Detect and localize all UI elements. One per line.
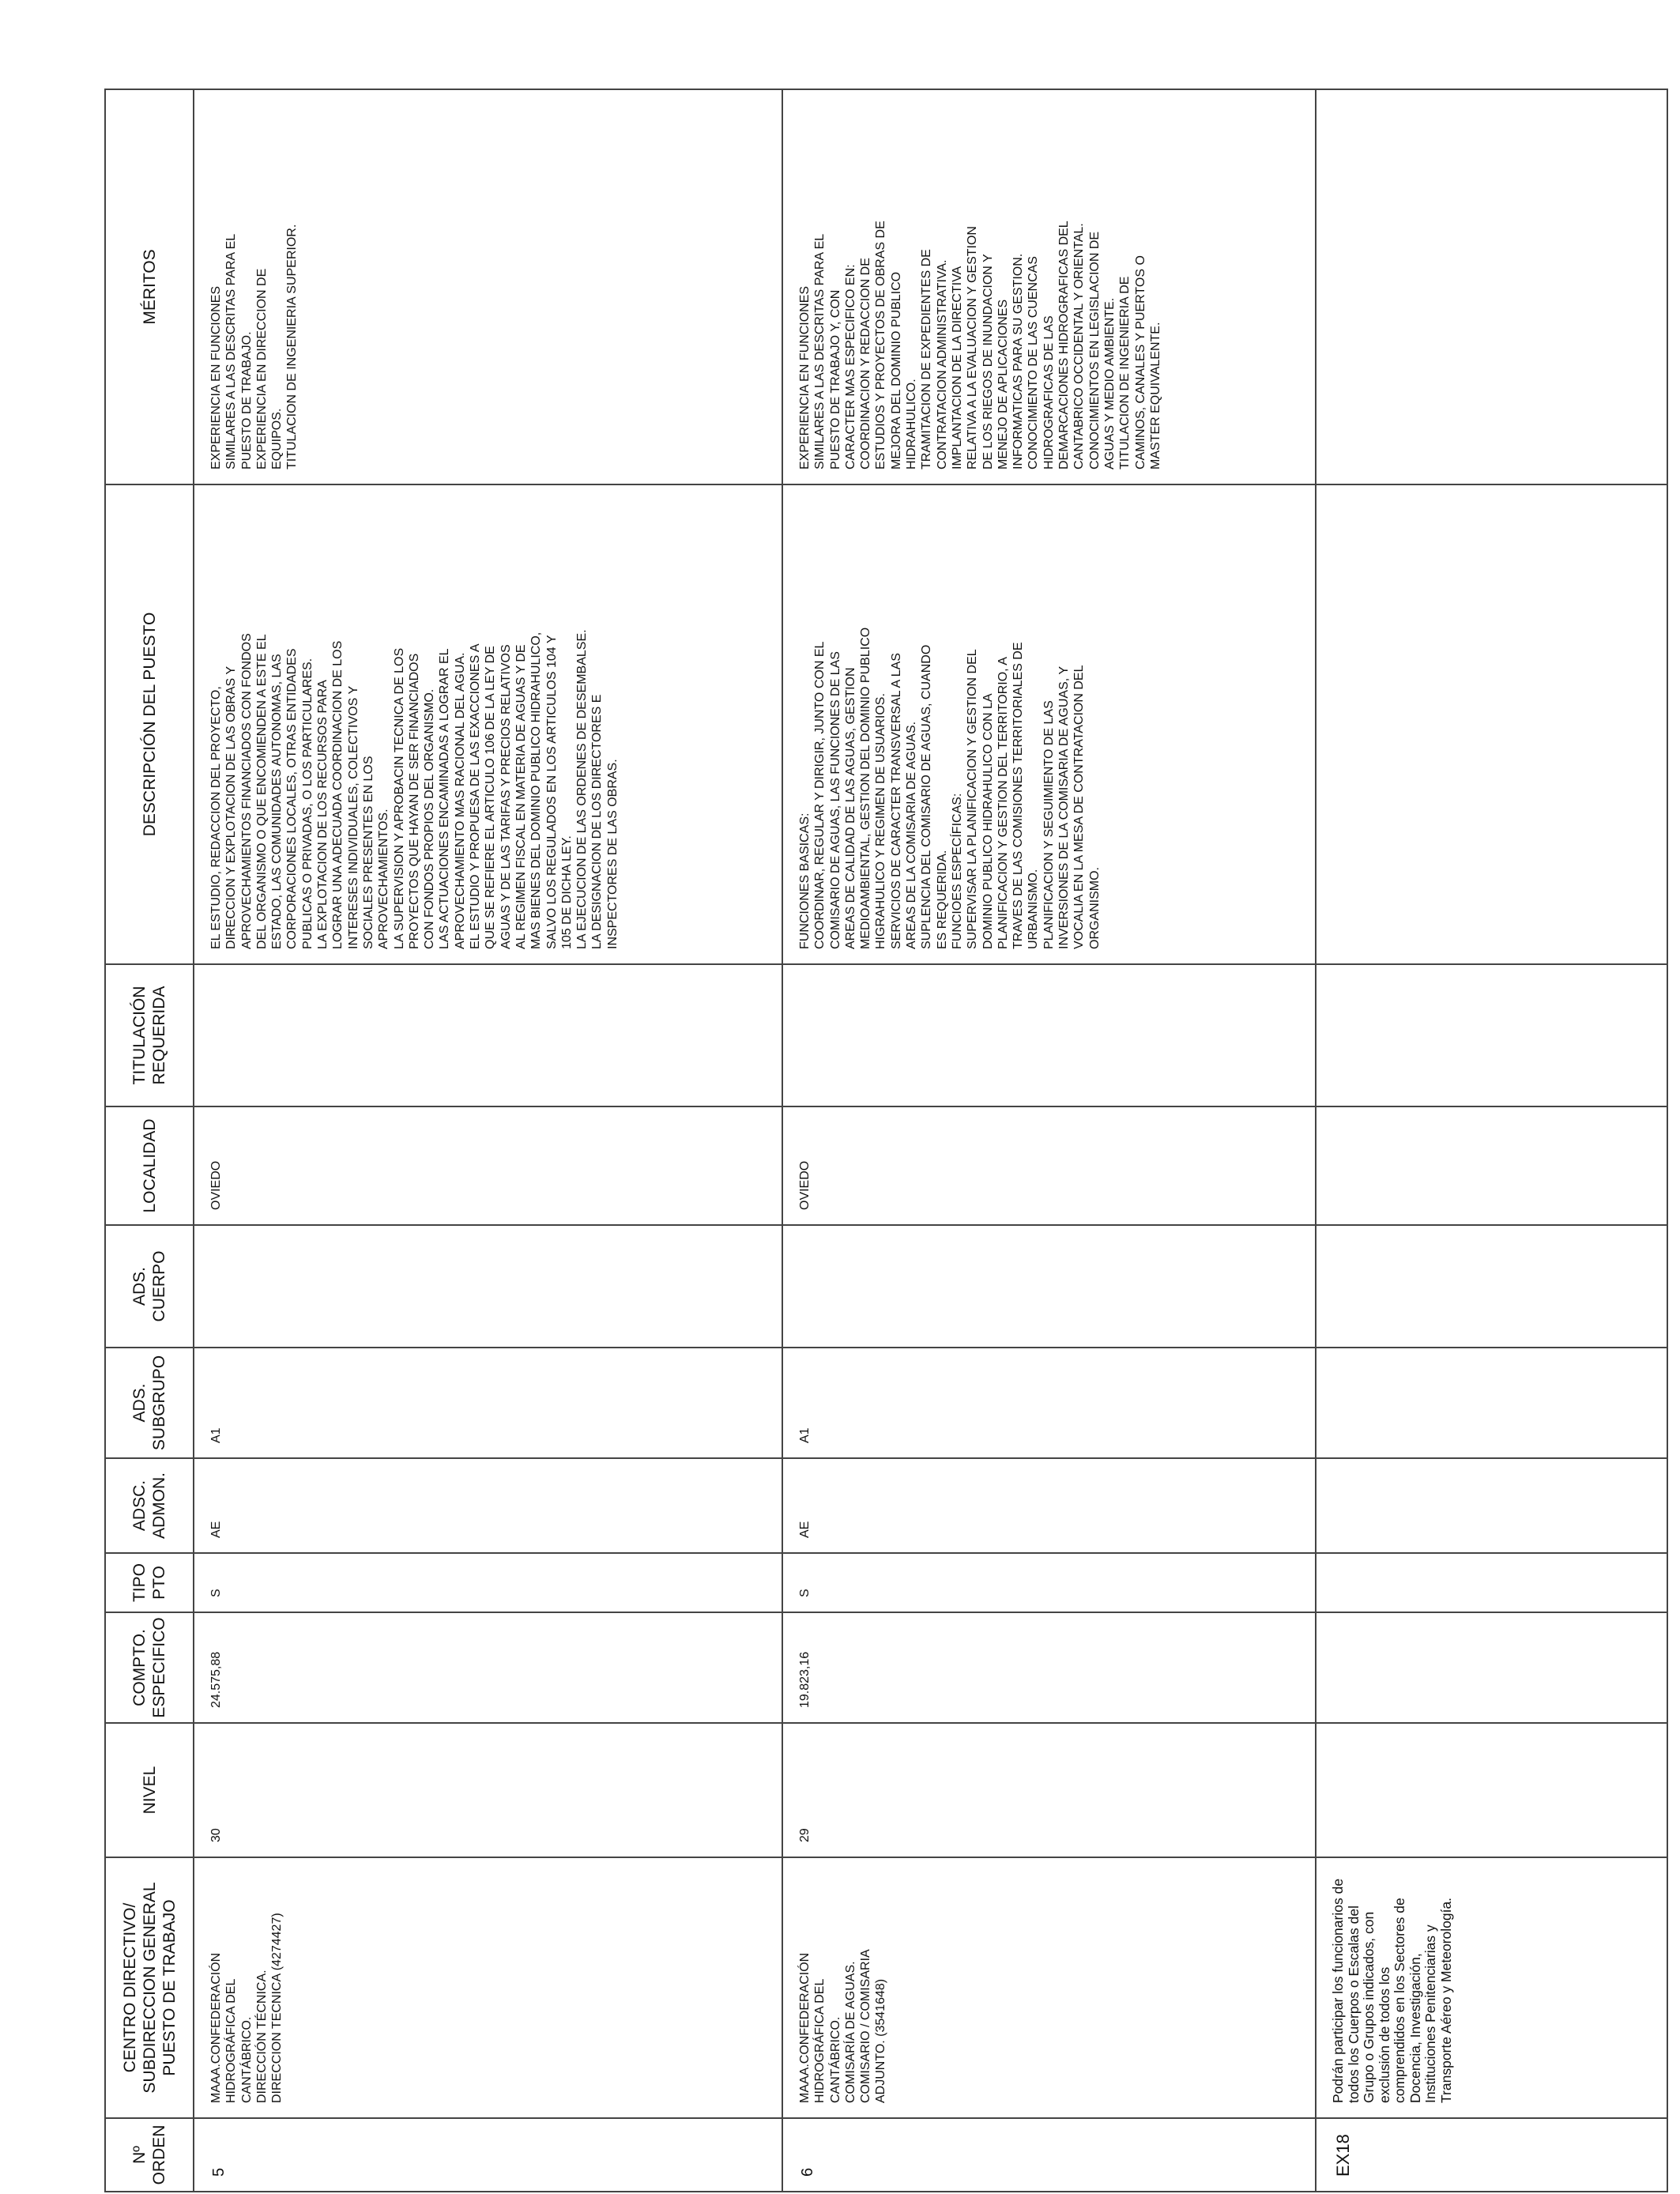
header-nivel: NIVEL [105,1723,194,1857]
cell-meritos: EXPERIENCIA EN FUNCIONES SIMILARES A LAS DESCRITAS PARA EL PUESTO DE TRABAJO. EXPERIENCIA EN DIRECCION DE EQUIPOS. TITULACION DE INGENIERIA SUPERIOR. [194,89,782,484]
cell-orden: 5 [194,2118,782,2192]
empty-cell [1316,1612,1667,1723]
cell-admon: AE [194,1458,782,1553]
header-localidad: LOCALIDAD [105,1106,194,1225]
rotated-table-container [104,90,1665,2192]
header-meritos: MÉRITOS [105,89,194,484]
header-orden: Nº ORDEN [105,2118,194,2192]
cell-meritos: EXPERIENCIA EN FUNCIONES SIMILARES A LAS DESCRITAS PARA EL PUESTO DE TRABAJO Y, CON CARACTER MAS ESPECIFICO EN: COORDINACION Y REDACCION DE ESTUDIOS Y PROYECTOS DE OBRAS DE MEJORA DEL DOMINIO PUBLICO HIDRAHULICO. TRAMITACION DE EXPEDIENTES DE CONTRATACION ADMINISTRATIVA. IMPLANTACION DE LA DIRECTIVA RELATIVA A LA EVALUACION Y GESTION DE LOS RIEGOS DE INUNDACION Y MENEJO DE APLICACIONES INFORMATICAS PARA SU GESTION. CONOCIMIENTO DE LAS CUENCAS HIDROGRAFICAS DE LAS DEMARCACIONES HIDROGRAFICAS DEL CANTABRICO OCCIDENTAL Y ORIENTAL. CONOCIMIENTOS EN LEGISLACION DE AGUAS Y MEDIO AMBIENTE. TITULACION DE INGENIERIA DE CAMINOS, CANALES Y PUERTOS O MASTER EQUIVALENTE. [782,89,1316,484]
empty-cell [1316,964,1667,1106]
cell-nivel: 30 [194,1723,782,1857]
table-row [782,89,1316,2192]
empty-cell [1316,1723,1667,1857]
empty-cell [1316,89,1667,484]
cell-centro: MAAA.CONFEDERACIÓN HIDROGRÁFICA DEL CANTÁBRICO. DIRECCIÓN TÉCNICA. DIRECCION TECNICA (4274427) [194,1857,782,2118]
empty-cell [1316,484,1667,964]
cell-subgrupo: A1 [782,1348,1316,1458]
header-titulacion: TITULACIÓN REQUERIDA [105,964,194,1106]
cell-cuerpo [782,1225,1316,1348]
header-admon: ADSC. ADMON. [105,1458,194,1553]
cell-cuerpo [194,1225,782,1348]
cell-especifico: 19.823,16 [782,1612,1316,1723]
header-row [105,89,194,2192]
header-centro: CENTRO DIRECTIVO/ SUBDIRECCION GENERAL PUESTO DE TRABAJO [105,1857,194,2118]
cell-localidad: OVIEDO [194,1106,782,1225]
header-tipo: TIPO PTO [105,1553,194,1612]
cell-centro: MAAA.CONFEDERACIÓN HIDROGRÁFICA DEL CANTÁBRICO. COMISARÍA DE AGUAS. COMISARIO / COMISARIA ADJUNTO. (3541648) [782,1857,1316,2118]
header-especifico: COMPTO. ESPECIFICO [105,1612,194,1723]
cell-admon: AE [782,1458,1316,1553]
cell-localidad: OVIEDO [782,1106,1316,1225]
empty-cell [1316,1458,1667,1553]
table-row [194,89,782,2192]
exclusion-row [1316,89,1667,2192]
empty-cell [1316,1348,1667,1458]
cell-exclusion-code: EX18 [1316,2118,1667,2192]
cell-tipo: S [782,1553,1316,1612]
header-cuerpo: ADS. CUERPO [105,1225,194,1348]
cell-titulacion [782,964,1316,1106]
cell-descripcion: FUNCIONES BASICAS: COORDINAR, REGULAR Y DIRIGIR, JUNTO CON EL COMISARIO DE AGUAS, LAS FUNCIONES DE LAS AREAS DE CALIDAD DE LAS AGUAS, GESTION MEDIOAMBIENTAL, GESTION DEL DOMINIO PUBLICO HIGRAHULICO Y REGIMEN DE USUARIOS. SERVICIOS DE CARACTER TRANSVERSAL A LAS AREAS DE LA COMISARIA DE AGUAS. SUPLENCIA DEL COMISARIO DE AGUAS, CUANDO ES REQUERIDA. FUNCIOES ESPECÍFICAS: SUPERVISAR LA PLANIFICACION Y GESTION DEL DOMINIO PUBLICO HIDRAHULICO CON LA PLANIFICACION Y GESTION DEL TERRITORIO, A TRAVES DE LAS COMISIONES TERRITORIALES DE URBANISMO. PLANIFICACION Y SEGUIMIENTO DE LAS INVERSIONES DE LA COMISARIA DE AGUAS, Y VOCALIA EN LA MESA DE CONTRATACION DEL ORGANISMO. [782,484,1316,964]
header-descripcion: DESCRIPCIÓN DEL PUESTO [105,484,194,964]
empty-cell [1316,1106,1667,1225]
cell-subgrupo: A1 [194,1348,782,1458]
cell-descripcion: EL ESTUDIO, REDACCION DEL PROYECTO, DIRECCION Y EXPLOTACION DE LAS OBRAS Y APROVECHAMIENTOS FINANCIADOS CON FONDOS DEL ORGANISMO O QUE ENCOMIENDEN A ESTE EL ESTADO, LAS COMUNIDADES AUTONOMAS, LAS CORPORACIONES LOCALES, OTRAS ENTIDADES PUBLICAS O PRIVADAS, O LOS PARTICULARES. LA EXPLOTACION DE LOS RECURSOS PARA LOGRAR UNA ADECUADA COORDINACION DE LOS INTERESES INDIVIDUALES, COLECTIVOS Y SOCIALES PRESENTES EN LOS APROVECHAMIENTOS. LA SUPERVISION Y APROBACIN TECNICA DE LOS PROYECTOS QUE HAYAN DE SER FINANCIADOS CON FONDOS PROPIOS DEL ORGANISMO. LAS ACTUACIONES ENCAMINADAS A LOGRAR EL APROVECHAMIENTO MAS RACIONAL DEL AGUA. EL ESTUDIO Y PROPUESA DE LAS EXACCIONES A QUE SE REFIERE EL ARTICULO 106 DE LA LEY DE AGUAS Y DE LAS TARIFAS Y PRECIOS RELATIVOS AL REGIMEN FISCAL EN MATERIA DE AGUAS Y DE MAS BIENES DEL DOMINIO PUBLICO HIDRAHULICO, SALVO LOS REGULADOS EN LOS ARTICULOS 104 Y 105 DE DICHA LEY. LA EJECUCION DE LAS ORDENES DE DESEMBALSE. LA DESIGNACION DE LOS DIRECTORES E INSPECTORES DE LAS OBRAS. [194,484,782,964]
empty-cell [1316,1225,1667,1348]
cell-nivel: 29 [782,1723,1316,1857]
cell-titulacion [194,964,782,1106]
cell-tipo: S [194,1553,782,1612]
cell-orden: 6 [782,2118,1316,2192]
empty-cell [1316,1553,1667,1612]
header-subgrupo: ADS. SUBGRUPO [105,1348,194,1458]
cell-exclusion-text: Podrán participar los funcionarios de todos los Cuerpos o Escalas del Grupo o Grupos indicados, con exclusión de todos los comprendidos en los Sectores de Docencia, Investigación, Instituciones Penitenciarias y Transporte Aéreo y Meteorología. [1316,1857,1667,2118]
cell-especifico: 24.575,88 [194,1612,782,1723]
job-positions-table [104,89,1668,2192]
